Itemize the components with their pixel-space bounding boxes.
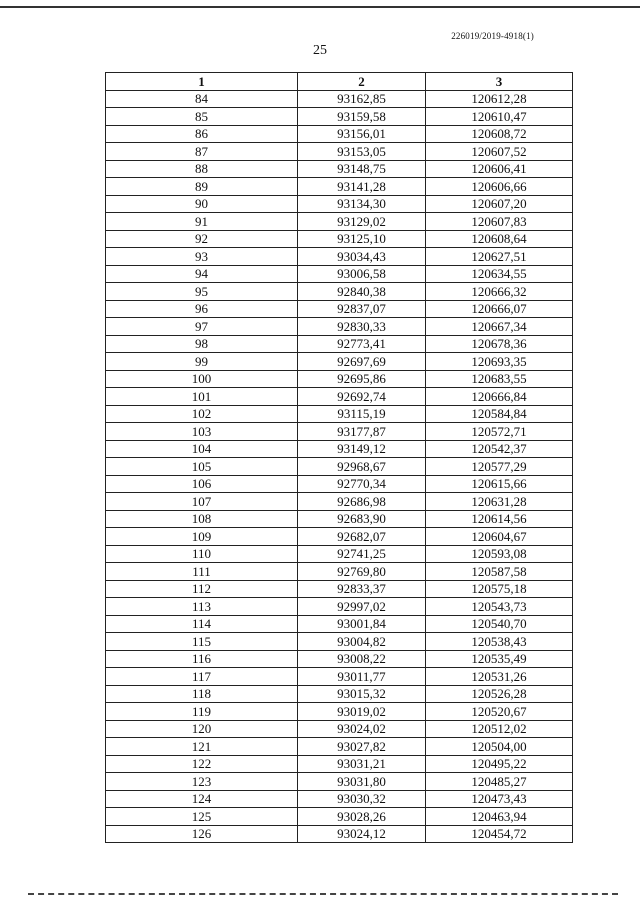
- cell-point-number: 121: [106, 738, 298, 756]
- cell-coordinate-x: 93028,26: [298, 808, 426, 826]
- cell-coordinate-y: 120667,34: [426, 318, 573, 336]
- table-row: [106, 528, 573, 546]
- cell-coordinate-y: 120473,43: [426, 790, 573, 808]
- cell-coordinate-y: 120693,35: [426, 353, 573, 371]
- cell-coordinate-x: 93024,02: [298, 720, 426, 738]
- cell-coordinate-x: 92682,07: [298, 528, 426, 546]
- cell-coordinate-y: 120608,72: [426, 125, 573, 143]
- cell-point-number: 85: [106, 108, 298, 126]
- cell-coordinate-y: 120606,66: [426, 178, 573, 196]
- table-row: [106, 580, 573, 598]
- cell-coordinate-x: 93034,43: [298, 248, 426, 266]
- table-row: [106, 230, 573, 248]
- cell-point-number: 126: [106, 825, 298, 843]
- coordinates-table: [105, 72, 573, 843]
- cell-point-number: 99: [106, 353, 298, 371]
- table-row: [106, 213, 573, 231]
- table-row: [106, 440, 573, 458]
- cell-coordinate-x: 93030,32: [298, 790, 426, 808]
- table-row: [106, 265, 573, 283]
- cell-coordinate-x: 93015,32: [298, 685, 426, 703]
- cell-coordinate-x: 93006,58: [298, 265, 426, 283]
- table-row: [106, 493, 573, 511]
- table-row: [106, 563, 573, 581]
- cell-coordinate-x: 93153,05: [298, 143, 426, 161]
- table-row: [106, 808, 573, 826]
- table-row: [106, 685, 573, 703]
- cell-coordinate-x: 92695,86: [298, 370, 426, 388]
- cell-coordinate-x: 93011,77: [298, 668, 426, 686]
- cell-coordinate-y: 120572,71: [426, 423, 573, 441]
- cell-coordinate-x: 93125,10: [298, 230, 426, 248]
- cell-coordinate-y: 120485,27: [426, 773, 573, 791]
- table-row: [106, 248, 573, 266]
- cell-point-number: 93: [106, 248, 298, 266]
- cell-coordinate-y: 120627,51: [426, 248, 573, 266]
- table-body: [106, 90, 573, 843]
- cell-coordinate-x: 92741,25: [298, 545, 426, 563]
- cell-coordinate-y: 120683,55: [426, 370, 573, 388]
- cell-coordinate-y: 120454,72: [426, 825, 573, 843]
- table-row: [106, 143, 573, 161]
- cell-coordinate-x: 93019,02: [298, 703, 426, 721]
- table-row: [106, 755, 573, 773]
- cell-coordinate-x: 92840,38: [298, 283, 426, 301]
- cell-point-number: 94: [106, 265, 298, 283]
- cell-point-number: 92: [106, 230, 298, 248]
- table-row: [106, 335, 573, 353]
- table-row: [106, 545, 573, 563]
- cell-point-number: 109: [106, 528, 298, 546]
- cell-coordinate-x: 92997,02: [298, 598, 426, 616]
- cell-point-number: 120: [106, 720, 298, 738]
- bottom-border-line: [28, 893, 618, 895]
- cell-point-number: 98: [106, 335, 298, 353]
- cell-coordinate-x: 92683,90: [298, 510, 426, 528]
- column-header-1: 1: [106, 73, 298, 91]
- table-row: [106, 195, 573, 213]
- cell-point-number: 125: [106, 808, 298, 826]
- cell-coordinate-x: 93008,22: [298, 650, 426, 668]
- table-row: [106, 388, 573, 406]
- cell-coordinate-x: 92773,41: [298, 335, 426, 353]
- cell-coordinate-x: 93177,87: [298, 423, 426, 441]
- cell-coordinate-y: 120512,02: [426, 720, 573, 738]
- cell-coordinate-x: 93141,28: [298, 178, 426, 196]
- cell-coordinate-x: 93115,19: [298, 405, 426, 423]
- cell-coordinate-x: 92968,67: [298, 458, 426, 476]
- cell-point-number: 84: [106, 90, 298, 108]
- cell-coordinate-y: 120463,94: [426, 808, 573, 826]
- cell-coordinate-y: 120526,28: [426, 685, 573, 703]
- table-row: [106, 458, 573, 476]
- cell-coordinate-x: 92770,34: [298, 475, 426, 493]
- cell-coordinate-x: 92769,80: [298, 563, 426, 581]
- table-row: [106, 160, 573, 178]
- cell-point-number: 88: [106, 160, 298, 178]
- cell-point-number: 110: [106, 545, 298, 563]
- table-row: [106, 300, 573, 318]
- cell-coordinate-y: 120593,08: [426, 545, 573, 563]
- table-row: [106, 405, 573, 423]
- cell-coordinate-x: 92830,33: [298, 318, 426, 336]
- table-row: [106, 703, 573, 721]
- cell-coordinate-y: 120543,73: [426, 598, 573, 616]
- cell-point-number: 117: [106, 668, 298, 686]
- table-header: [106, 73, 573, 91]
- cell-coordinate-y: 120612,28: [426, 90, 573, 108]
- top-border-line: [0, 6, 640, 8]
- cell-coordinate-y: 120678,36: [426, 335, 573, 353]
- cell-coordinate-y: 120531,26: [426, 668, 573, 686]
- cell-coordinate-x: 93129,02: [298, 213, 426, 231]
- cell-point-number: 112: [106, 580, 298, 598]
- cell-point-number: 115: [106, 633, 298, 651]
- table-row: [106, 353, 573, 371]
- cell-coordinate-y: 120607,20: [426, 195, 573, 213]
- document-number: 226019/2019-4918(1): [451, 31, 534, 41]
- table-row: [106, 90, 573, 108]
- cell-coordinate-y: 120608,64: [426, 230, 573, 248]
- cell-coordinate-y: 120587,58: [426, 563, 573, 581]
- cell-coordinate-x: 92697,69: [298, 353, 426, 371]
- table-row: [106, 598, 573, 616]
- cell-coordinate-x: 92837,07: [298, 300, 426, 318]
- cell-point-number: 122: [106, 755, 298, 773]
- cell-point-number: 123: [106, 773, 298, 791]
- table-row: [106, 825, 573, 843]
- cell-coordinate-x: 93159,58: [298, 108, 426, 126]
- table-row: [106, 475, 573, 493]
- table-row: [106, 370, 573, 388]
- cell-point-number: 90: [106, 195, 298, 213]
- table-row: [106, 615, 573, 633]
- cell-coordinate-y: 120631,28: [426, 493, 573, 511]
- cell-point-number: 124: [106, 790, 298, 808]
- table-row: [106, 668, 573, 686]
- cell-point-number: 113: [106, 598, 298, 616]
- table-row: [106, 633, 573, 651]
- cell-point-number: 108: [106, 510, 298, 528]
- cell-point-number: 116: [106, 650, 298, 668]
- table-row: [106, 510, 573, 528]
- cell-coordinate-y: 120495,22: [426, 755, 573, 773]
- cell-coordinate-y: 120538,43: [426, 633, 573, 651]
- cell-point-number: 86: [106, 125, 298, 143]
- cell-coordinate-y: 120520,67: [426, 703, 573, 721]
- cell-point-number: 111: [106, 563, 298, 581]
- cell-point-number: 95: [106, 283, 298, 301]
- table-row: [106, 720, 573, 738]
- cell-coordinate-x: 92686,98: [298, 493, 426, 511]
- cell-point-number: 103: [106, 423, 298, 441]
- cell-coordinate-y: 120610,47: [426, 108, 573, 126]
- table-row: [106, 423, 573, 441]
- cell-point-number: 87: [106, 143, 298, 161]
- page-number: 25: [313, 43, 327, 58]
- cell-coordinate-x: 93027,82: [298, 738, 426, 756]
- cell-point-number: 100: [106, 370, 298, 388]
- cell-coordinate-y: 120614,56: [426, 510, 573, 528]
- cell-coordinate-x: 92833,37: [298, 580, 426, 598]
- column-header-2: 2: [298, 73, 426, 91]
- cell-coordinate-y: 120540,70: [426, 615, 573, 633]
- table-row: [106, 178, 573, 196]
- cell-point-number: 118: [106, 685, 298, 703]
- cell-coordinate-y: 120607,83: [426, 213, 573, 231]
- cell-coordinate-y: 120535,49: [426, 650, 573, 668]
- table-row: [106, 773, 573, 791]
- cell-point-number: 119: [106, 703, 298, 721]
- cell-coordinate-x: 93162,85: [298, 90, 426, 108]
- cell-coordinate-x: 93156,01: [298, 125, 426, 143]
- cell-coordinate-x: 93148,75: [298, 160, 426, 178]
- cell-coordinate-x: 93031,21: [298, 755, 426, 773]
- table-row: [106, 318, 573, 336]
- cell-point-number: 106: [106, 475, 298, 493]
- cell-point-number: 96: [106, 300, 298, 318]
- cell-coordinate-y: 120666,32: [426, 283, 573, 301]
- cell-coordinate-y: 120504,00: [426, 738, 573, 756]
- cell-coordinate-y: 120666,07: [426, 300, 573, 318]
- cell-point-number: 104: [106, 440, 298, 458]
- cell-coordinate-y: 120542,37: [426, 440, 573, 458]
- cell-point-number: 102: [106, 405, 298, 423]
- cell-coordinate-y: 120606,41: [426, 160, 573, 178]
- table-row: [106, 738, 573, 756]
- cell-coordinate-x: 93031,80: [298, 773, 426, 791]
- cell-point-number: 105: [106, 458, 298, 476]
- header-row: [106, 73, 573, 91]
- cell-coordinate-y: 120584,84: [426, 405, 573, 423]
- cell-coordinate-y: 120615,66: [426, 475, 573, 493]
- cell-point-number: 101: [106, 388, 298, 406]
- table-row: [106, 125, 573, 143]
- cell-point-number: 107: [106, 493, 298, 511]
- cell-coordinate-y: 120604,67: [426, 528, 573, 546]
- cell-coordinate-y: 120575,18: [426, 580, 573, 598]
- cell-coordinate-x: 92692,74: [298, 388, 426, 406]
- cell-coordinate-y: 120607,52: [426, 143, 573, 161]
- cell-coordinate-x: 93134,30: [298, 195, 426, 213]
- cell-point-number: 114: [106, 615, 298, 633]
- cell-point-number: 89: [106, 178, 298, 196]
- table-row: [106, 108, 573, 126]
- cell-coordinate-x: 93024,12: [298, 825, 426, 843]
- cell-coordinate-x: 93004,82: [298, 633, 426, 651]
- cell-coordinate-y: 120577,29: [426, 458, 573, 476]
- table-row: [106, 283, 573, 301]
- cell-coordinate-x: 93149,12: [298, 440, 426, 458]
- cell-coordinate-y: 120666,84: [426, 388, 573, 406]
- cell-coordinate-x: 93001,84: [298, 615, 426, 633]
- column-header-3: 3: [426, 73, 573, 91]
- cell-coordinate-y: 120634,55: [426, 265, 573, 283]
- cell-point-number: 91: [106, 213, 298, 231]
- table-row: [106, 790, 573, 808]
- table-row: [106, 650, 573, 668]
- cell-point-number: 97: [106, 318, 298, 336]
